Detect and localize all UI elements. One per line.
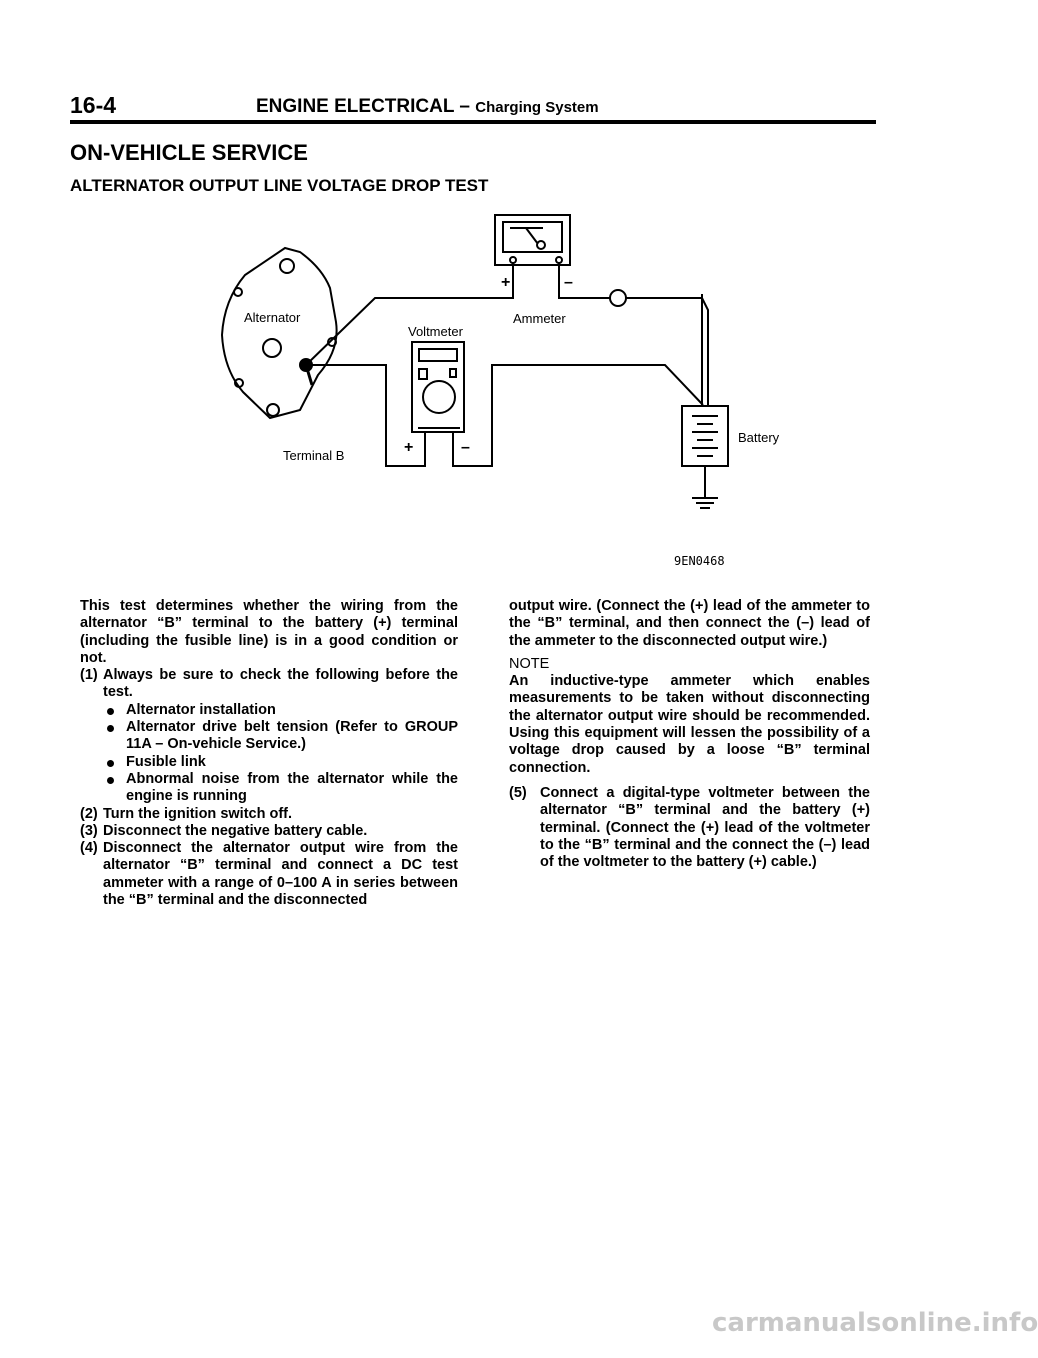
bullet-item [80, 754, 458, 771]
header-title [256, 96, 599, 118]
step-4-text: Disconnect the alternator output wire from the alternator “B” terminal and connect a DC test ammeter with a range of 0–100 A in series between the “B” terminal and the disconnected [103, 840, 458, 909]
bullet-item [80, 702, 458, 719]
bullet-text: Alternator installation [126, 701, 276, 718]
step-3-text: Disconnect the negative battery cable. [103, 822, 368, 839]
bullet-text: Fusible link [126, 753, 206, 770]
step-1 [80, 667, 458, 702]
note-text: An inductive-type ammeter which enables measurements to be taken without disconnecting the alternator output wire should be recommended. Using this equipment will lessen the possibility of a voltage drop caused by a loose “B” terminal connection. [509, 673, 870, 776]
battery-label: Battery [738, 430, 780, 445]
alternator-drawing [222, 248, 337, 418]
terminal-b-label: Terminal B [283, 448, 345, 463]
battery-drawing [682, 406, 728, 508]
step-1-text: Always be sure to check the following before the test. [103, 667, 458, 701]
bullet-dot [107, 708, 114, 715]
left-column [80, 598, 458, 909]
voltmeter-label: Voltmeter [408, 324, 463, 339]
step-5-text: Connect a digital-type voltmeter between the alternator “B” terminal and the battery (+) terminal. (Connect the (+) lead of the voltmeter to the “B” terminal and the connect the (–) lead of the voltmeter to the battery (+) cable.) [540, 784, 870, 871]
voltmeter-plus: + [404, 439, 414, 456]
ammeter-label: Ammeter [513, 311, 566, 326]
bullet-text: Alternator drive belt tension (Refer to GROUP 11A – On-vehicle Service.) [126, 719, 458, 753]
note-heading: NOTE [509, 655, 550, 672]
ammeter-minus: – [564, 274, 573, 291]
wiring [306, 263, 708, 466]
header-title-main: ENGINE ELECTRICAL – [256, 96, 470, 117]
page-header [70, 92, 876, 120]
header-subtitle: Charging System [475, 99, 599, 116]
voltmeter-minus: – [461, 439, 470, 456]
header-rule [70, 120, 876, 124]
step-2 [80, 806, 458, 823]
step-1-number: (1) [80, 667, 98, 684]
step-5 [509, 785, 870, 871]
step-3-number: (3) [80, 822, 98, 839]
ammeter-drawing [495, 215, 570, 265]
voltmeter-drawing [412, 342, 464, 432]
bullet-item [80, 771, 458, 806]
bullet-item [80, 719, 458, 754]
right-column [478, 598, 870, 871]
figure-code: 9EN0468 [674, 554, 725, 568]
bullet-dot [107, 760, 114, 767]
step-4-number: (4) [80, 840, 98, 857]
page-number: 16-4 [70, 92, 117, 118]
bullet-dot [107, 777, 114, 784]
step-2-number: (2) [80, 805, 98, 822]
wiring-diagram [0, 200, 960, 570]
alternator-label: Alternator [244, 310, 301, 325]
bullet-text: Abnormal noise from the alternator while the engine is running [126, 770, 458, 805]
step-4 [80, 840, 458, 909]
section-title: ON-VEHICLE SERVICE [70, 140, 308, 165]
step-4-continued: output wire. (Connect the (+) lead of the ammeter to the “B” terminal, and then connect the (–) lead of the ammeter to the disconnected output wire.) [509, 598, 870, 649]
step-3 [80, 823, 458, 840]
ammeter-plus: + [501, 274, 511, 291]
intro-paragraph: This test determines whether the wiring from the alternator “B” terminal to the battery (+) terminal (including the fusible line) is in a good condition or not. [80, 598, 458, 666]
step-2-text: Turn the ignition switch off. [103, 805, 293, 822]
step-5-number: (5) [509, 784, 527, 801]
subsection-title: ALTERNATOR OUTPUT LINE VOLTAGE DROP TEST [70, 176, 489, 195]
bullet-dot [107, 725, 114, 732]
watermark: carmanualsonline.info [712, 1308, 1038, 1338]
